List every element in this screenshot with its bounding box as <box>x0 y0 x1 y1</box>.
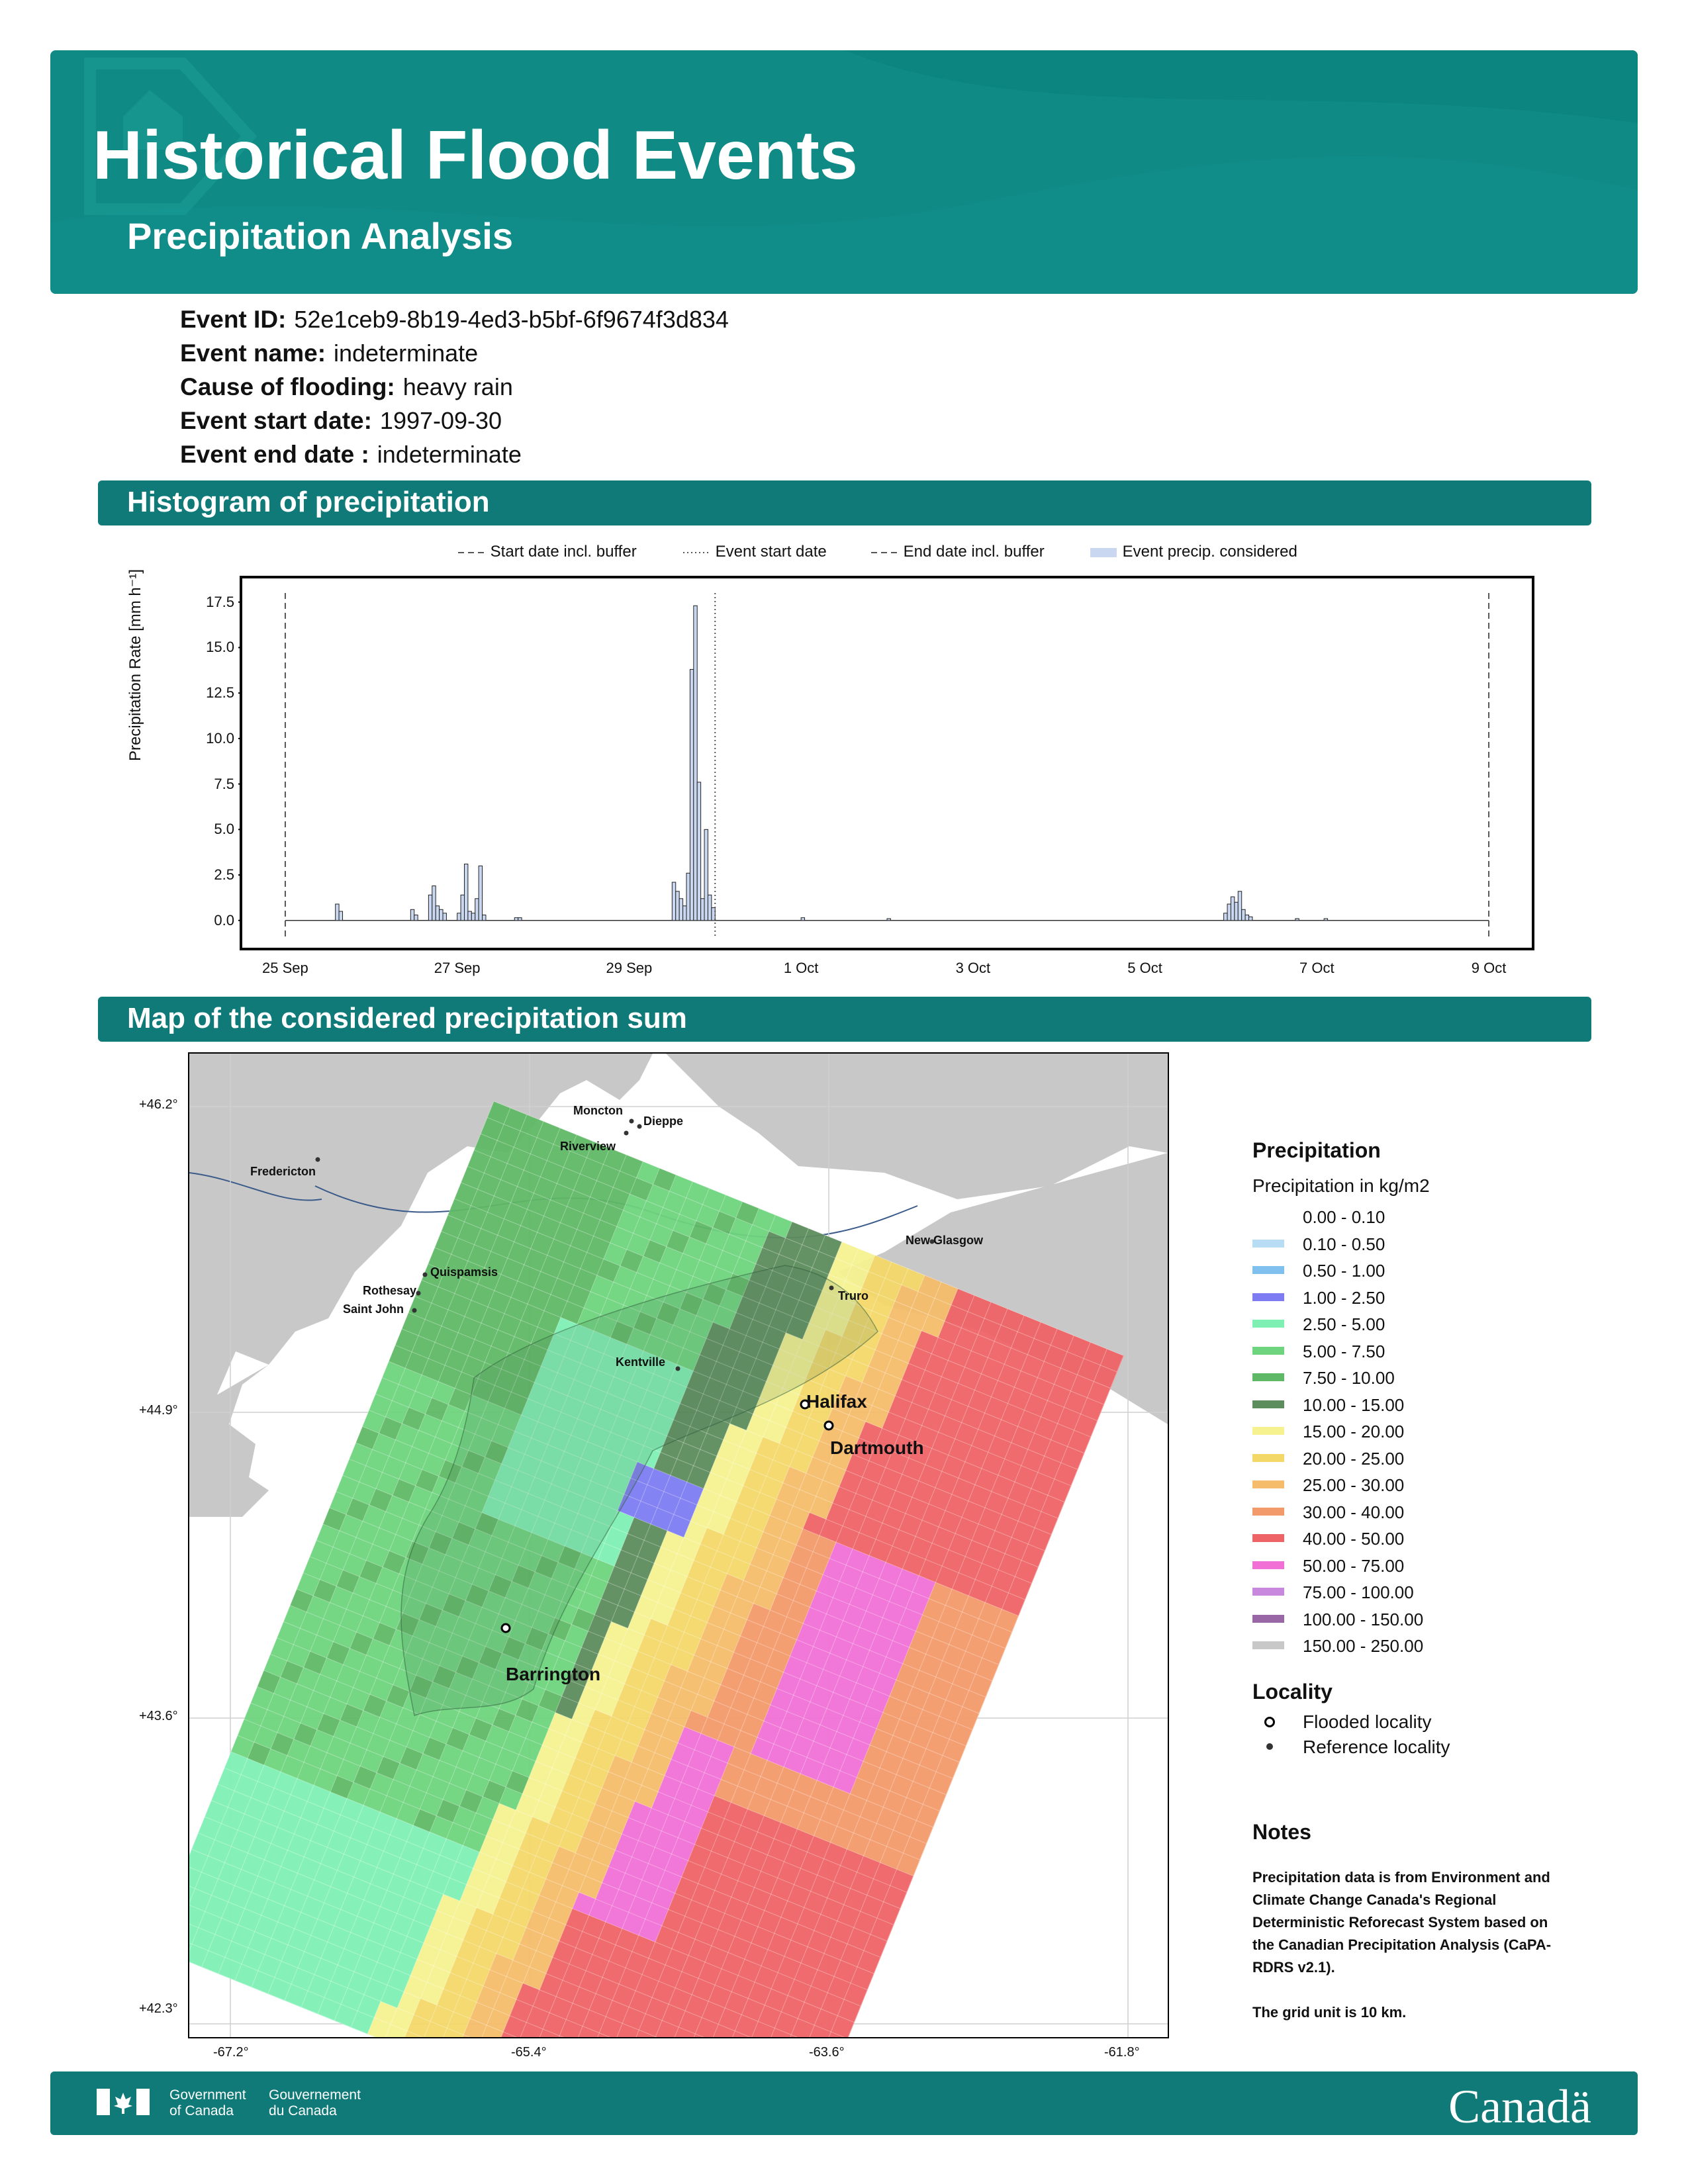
precip-legend-item <box>1252 1288 1385 1308</box>
precip-legend-item <box>1252 1234 1385 1255</box>
x-tick-label: 9 Oct <box>1471 960 1507 976</box>
precip-legend-swatch <box>1252 1641 1284 1649</box>
header-banner <box>50 50 1638 294</box>
histogram-bar <box>518 918 522 921</box>
event-id-value: 52e1ceb9-8b19-4ed3-b5bf-6f9674f3d834 <box>294 306 729 333</box>
precip-legend-items <box>1252 1207 1583 1670</box>
end-date-label: Event end date : <box>180 441 369 468</box>
precip-legend-label: 2.50 - 5.00 <box>1303 1314 1385 1334</box>
y-tick-label: 7.5 <box>214 775 234 792</box>
legend-event-precip-label: Event precip. considered <box>1122 543 1297 561</box>
cause-label: Cause of flooding: <box>180 373 395 400</box>
histogram-bar <box>1227 904 1231 921</box>
histogram-bar <box>704 829 708 920</box>
end-date-value: indeterminate <box>377 441 522 468</box>
precip-legend-item <box>1252 1556 1404 1576</box>
map-label-halifax: Halifax <box>806 1391 867 1412</box>
histogram-bar <box>443 913 446 921</box>
precip-legend-label: 0.10 - 0.50 <box>1303 1234 1385 1254</box>
precip-legend-swatch <box>1252 1400 1284 1408</box>
histogram-bar <box>414 915 418 921</box>
gov-en <box>169 2087 246 2119</box>
map-label-dartmouth: Dartmouth <box>830 1437 924 1458</box>
precipitation-map <box>188 1052 1169 2038</box>
gov-fr-line1: Gouvernement <box>269 2087 361 2103</box>
precip-legend-item <box>1252 1475 1404 1496</box>
legend-end-buffer-label: End date incl. buffer <box>903 543 1045 561</box>
precip-legend-swatch <box>1252 1320 1284 1328</box>
precip-legend-swatch <box>1252 1347 1284 1355</box>
notes-grid-unit: The grid unit is 10 km. <box>1252 2004 1407 2021</box>
start-date-value: 1997-09-30 <box>379 407 502 434</box>
notes-line: Precipitation data is from Environment and <box>1252 1869 1550 1886</box>
precip-legend-label: 30.00 - 40.00 <box>1303 1502 1405 1522</box>
event-id-label: Event ID: <box>180 306 287 333</box>
gov-fr-line2: du Canada <box>269 2103 337 2118</box>
lat-tick: +44.9° <box>139 1403 178 1418</box>
y-tick-label: 17.5 <box>206 593 234 610</box>
reference-locality-label: Reference locality <box>1303 1737 1450 1757</box>
precip-legend-label: 7.50 - 10.00 <box>1303 1368 1395 1388</box>
map-label-barrington: Barrington <box>506 1664 601 1684</box>
precip-legend-item <box>1252 1368 1395 1388</box>
map-label-fredericton: Fredericton <box>250 1165 316 1178</box>
histogram-bar <box>697 782 700 921</box>
x-tick-label: 5 Oct <box>1127 960 1162 976</box>
histogram-bar <box>1238 891 1241 921</box>
histogram-bar <box>468 911 471 921</box>
map-label-dieppe: Dieppe <box>643 1115 684 1128</box>
histogram-bar <box>679 899 682 921</box>
histogram-bar <box>1295 919 1299 921</box>
page-title: Historical Flood Events <box>93 117 858 194</box>
y-tick-label: 12.5 <box>206 684 234 702</box>
notes-line: Deterministic Reforecast System based on <box>1252 1914 1548 1931</box>
precip-legend-swatch <box>1252 1588 1284 1596</box>
legend-event-start-label: Event start date <box>715 543 827 561</box>
precip-legend-swatch <box>1252 1561 1284 1569</box>
histogram-bar <box>690 669 693 920</box>
lon-tick: -61.8° <box>1104 2045 1140 2060</box>
histogram-section-bar <box>98 480 1591 525</box>
precip-legend-label: 15.00 - 20.00 <box>1303 1422 1405 1441</box>
x-tick-label: 25 Sep <box>262 960 308 976</box>
precip-legend-item <box>1252 1636 1423 1657</box>
map-label-new-glasgow: New Glasgow <box>906 1234 984 1247</box>
y-tick-label: 15.0 <box>206 639 234 656</box>
y-tick-label: 0.0 <box>214 911 234 929</box>
histogram-bar <box>483 915 486 921</box>
histogram-bar <box>436 906 439 921</box>
precip-legend-label: 50.00 - 75.00 <box>1303 1555 1405 1576</box>
precip-legend-swatch <box>1252 1534 1284 1542</box>
x-tick-label: 1 Oct <box>783 960 819 976</box>
histogram-bar <box>1245 915 1248 921</box>
event-name-row <box>180 340 478 367</box>
gov-en-line2: of Canada <box>169 2103 234 2118</box>
legend-start-buffer-label: Start date incl. buffer <box>490 543 637 561</box>
map-svg <box>189 1054 1168 2037</box>
precip-legend-swatch <box>1252 1480 1284 1488</box>
legend-end-buffer <box>870 543 1045 561</box>
histogram-bar <box>1324 919 1327 921</box>
lat-tick: +46.2° <box>139 1097 178 1112</box>
x-tick-label: 27 Sep <box>434 960 481 976</box>
x-tick-label: 3 Oct <box>955 960 991 976</box>
precip-legend-label: 150.00 - 250.00 <box>1303 1636 1424 1656</box>
precip-legend-swatch <box>1252 1454 1284 1462</box>
histogram-bar <box>428 895 432 920</box>
lon-tick: -67.2° <box>213 2045 249 2060</box>
precip-legend-swatch <box>1252 1427 1284 1435</box>
notes-title: Notes <box>1252 1820 1311 1844</box>
precip-legend-label: 5.00 - 7.50 <box>1303 1341 1385 1361</box>
map-label-moncton: Moncton <box>573 1104 623 1117</box>
histogram-bar <box>686 873 690 920</box>
precip-legend-swatch <box>1252 1508 1284 1516</box>
y-tick-label: 2.5 <box>214 866 234 884</box>
precip-legend-subtitle: Precipitation in kg/m2 <box>1252 1175 1430 1196</box>
precip-legend-swatch <box>1252 1293 1284 1301</box>
precip-legend-item <box>1252 1395 1404 1416</box>
end-date-row <box>180 441 522 469</box>
gov-fr <box>269 2087 361 2119</box>
y-axis-label: Precipitation Rate [mm h⁻¹] <box>126 569 144 761</box>
histogram-bar <box>1235 902 1238 920</box>
notes-line: RDRS v2.1). <box>1252 1959 1335 1976</box>
start-date-row <box>180 407 502 435</box>
precip-legend-item <box>1252 1261 1385 1281</box>
y-tick-label: 10.0 <box>206 729 234 747</box>
precip-legend-label: 75.00 - 100.00 <box>1303 1582 1414 1602</box>
histogram-bar <box>694 606 697 921</box>
notes-text <box>1252 1866 1551 2024</box>
histogram-bar <box>514 918 518 921</box>
histogram-bar <box>410 909 414 920</box>
histogram-bar <box>461 895 464 920</box>
page-subtitle: Precipitation Analysis <box>127 215 513 257</box>
map-label-saint-john: Saint John <box>343 1302 404 1316</box>
precip-legend-swatch <box>1252 1373 1284 1381</box>
x-tick-label: 29 Sep <box>606 960 653 976</box>
lat-tick: +43.6° <box>139 1709 178 1723</box>
histogram-bar <box>432 886 436 921</box>
precip-legend-item <box>1252 1529 1404 1549</box>
lon-tick: -63.6° <box>809 2045 845 2060</box>
locality-legend-title: Locality <box>1252 1680 1333 1704</box>
precip-legend-label: 0.00 - 0.10 <box>1303 1207 1385 1227</box>
precip-legend-label: 0.50 - 1.00 <box>1303 1261 1385 1281</box>
histogram-bar <box>457 913 461 921</box>
canada-wordmark: Canadä <box>1448 2080 1591 2133</box>
precip-legend-label: 40.00 - 50.00 <box>1303 1529 1405 1549</box>
y-tick-label: 5.0 <box>214 821 234 838</box>
lat-tick: +42.3° <box>139 2001 178 2016</box>
notes-line: Climate Change Canada's Regional <box>1252 1891 1497 1908</box>
histogram-bar <box>471 913 475 921</box>
map-label-kentville: Kentville <box>616 1355 666 1369</box>
precip-legend-swatch <box>1252 1266 1284 1274</box>
precip-legend-label: 1.00 - 2.50 <box>1303 1287 1385 1308</box>
histogram-bar <box>1242 909 1245 920</box>
map-label-truro: Truro <box>838 1289 869 1302</box>
map-label-quispamsis: Quispamsis <box>430 1265 498 1279</box>
histogram-section-title: Histogram of precipitation <box>127 486 490 518</box>
histogram-bar <box>1231 897 1234 921</box>
histogram-bar <box>672 882 675 921</box>
precip-legend-item <box>1252 1314 1385 1335</box>
precip-legend-label: 25.00 - 30.00 <box>1303 1475 1405 1495</box>
precip-legend-item <box>1252 1342 1385 1362</box>
precip-legend-item <box>1252 1582 1414 1603</box>
histogram-svg <box>242 578 1532 948</box>
histogram-bar <box>464 864 467 921</box>
precip-legend-swatch <box>1252 1240 1284 1248</box>
histogram-bar <box>701 899 704 921</box>
histogram-bar <box>676 891 679 921</box>
histogram-bar <box>1224 913 1227 921</box>
precip-legend-title: Precipitation <box>1252 1138 1381 1162</box>
flooded-locality-icon <box>1264 1717 1275 1727</box>
map-section-title: Map of the considered precipitation sum <box>127 1002 687 1034</box>
histogram-bar <box>683 906 686 921</box>
histogram-bar <box>339 911 342 921</box>
x-tick-label: 7 Oct <box>1299 960 1335 976</box>
event-id-row <box>180 306 729 334</box>
cause-value: heavy rain <box>402 373 513 400</box>
reference-locality-icon <box>1266 1743 1273 1750</box>
footer-bar <box>50 2071 1638 2135</box>
histogram-bar <box>475 899 479 921</box>
precip-legend-item <box>1252 1610 1423 1630</box>
gov-en-line1: Government <box>169 2087 246 2103</box>
start-date-label: Event start date: <box>180 407 372 434</box>
precip-legend-item <box>1252 1422 1404 1442</box>
cause-row <box>180 373 513 401</box>
map-section-bar <box>98 997 1591 1042</box>
event-name-label: Event name: <box>180 340 326 367</box>
map-label-rothesay: Rothesay <box>363 1284 417 1297</box>
legend-event-start <box>682 543 827 561</box>
map-label-riverview: Riverview <box>560 1140 616 1153</box>
event-name-value: indeterminate <box>334 340 479 367</box>
histogram-bar <box>708 895 711 920</box>
precip-legend-swatch <box>1252 1212 1284 1220</box>
histogram-bar <box>1249 917 1252 920</box>
histogram-bar <box>887 919 890 921</box>
precip-legend-label: 20.00 - 25.00 <box>1303 1448 1405 1469</box>
legend-start-buffer <box>457 543 637 561</box>
histogram-bar <box>801 918 804 921</box>
histogram-bar <box>479 866 482 920</box>
lon-tick: -65.4° <box>511 2045 547 2060</box>
legend-event-precip <box>1089 543 1297 561</box>
histogram-bar <box>712 908 715 921</box>
chart-legend <box>457 543 1317 567</box>
notes-line: the Canadian Precipitation Analysis (CaPA- <box>1252 1936 1552 1953</box>
flooded-locality-label: Flooded locality <box>1303 1711 1432 1732</box>
canada-flag-icon <box>97 2089 150 2115</box>
histogram-bar <box>336 904 339 921</box>
precip-legend-item <box>1252 1207 1385 1228</box>
precip-legend-item <box>1252 1449 1404 1469</box>
precip-legend-swatch <box>1252 1615 1284 1623</box>
precip-legend-label: 100.00 - 150.00 <box>1303 1609 1424 1629</box>
precip-legend-label: 10.00 - 15.00 <box>1303 1394 1405 1415</box>
histogram-bar <box>440 909 443 920</box>
precip-legend-item <box>1252 1502 1404 1523</box>
precipitation-histogram <box>240 576 1534 950</box>
